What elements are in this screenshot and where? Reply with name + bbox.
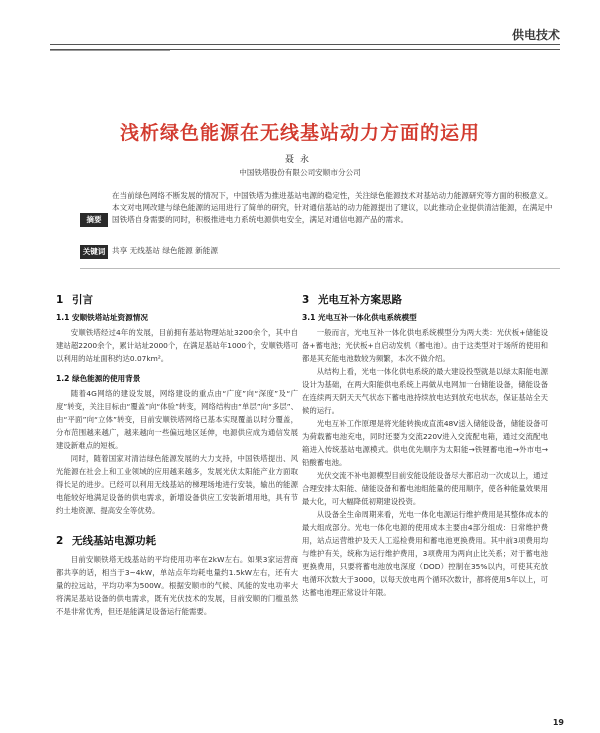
left-column: [56, 292, 298, 618]
subsection-title: 安顺铁塔站址资源情况: [72, 313, 148, 322]
section-heading: [56, 292, 298, 307]
section-heading: [302, 292, 548, 307]
paragraph: 目前安顺铁塔无线基站的平均使用功率在2kW左右。如果3家运营商都共享的话，相当于3~4kW，单站点年均耗电量约1.5kW左右，还有大量的拉远站，平均功率为500W。根据安顺市的气候、风能的发电功率大将满足基站设备的供电需求，既有光伏技术的发展，目前安顺的门槛虽然不是非常优秀，但还是能满足设备运行能需要。: [56, 555, 298, 616]
subsection-number: 1.1: [56, 313, 70, 322]
keywords-tag: 关键词: [80, 245, 108, 259]
keywords-block: [80, 245, 560, 257]
article-author: 聂永: [284, 155, 315, 165]
paragraph: 光伏交流不补电源模型目前安能设能设备尽大都启动一次成以上，通过合理安排太阳能、储能设备和蓄电池组能量的使用顺序，使各种能量效果用最大化，可大幅降低初期建设投资。: [302, 471, 548, 506]
subsection-heading: [56, 373, 298, 384]
subsection-heading: [56, 312, 298, 323]
header-rule-thin: [50, 50, 170, 51]
abstract-block: [80, 190, 560, 226]
paragraph: 一般而言，光电互补一体化供电系统模型分为两大类：光伏板+储能设备+蓄电池；光伏板+自启动发机（蓄电池）。由于这类型对于场所的使用和都是其充能电池数较为频繁，本次不做介绍。: [302, 328, 548, 363]
paragraph: 同时，随着国家对清洁绿色能源发展的大力支持，中国铁塔提出、风光能源在社会上和工业领域的应用越来越多，发展光伏太阳能产业方面取得长足的进步。已经可以利用无线基站的梯理场地进行安装，输出的能源电能较好地满足设备的供电需求，新增设备供应工安装新增用地，具有节约土地资源、提高安全等优势。: [56, 454, 298, 515]
section-title: 光电互补方案思路: [318, 294, 402, 306]
keywords-text: 共享 无线基站 绿色能源 新能源: [112, 246, 218, 255]
subsection-title: 光电互补一体化供电系统模型: [318, 313, 417, 322]
page-number: 19: [552, 718, 564, 727]
article-title: 浅析绿色能源在无线基站动力方面的运用: [119, 122, 480, 144]
section-header: 供电技术: [511, 28, 560, 42]
paragraph: 安顺铁塔经过4年的发展，目前拥有基站物理站址3200余个，其中自建站超2200余个，累计站址2000个，在满足基站年1000个，安顺铁塔可以利用的站址面积约达0.07km²。: [56, 328, 298, 363]
section-number: 1: [56, 294, 64, 306]
abstract-divider: [80, 268, 560, 269]
abstract-text: 在当前绿色网络不断发展的情况下，中国铁塔为推进基站电源的稳定性，关注绿色能源技术对基站动力能源研究等方面的积极意义。本文对电网改建与绿色能源的运用进行了简单的研究，针对通信基站的动力能源提出了建议，以此推动企业提供清洁能源，在满足中国铁塔自身需要的同时，积极推进电力系统电源供电安全，满足对通信电源产品的需求。: [112, 191, 553, 224]
subsection-number: 1.2: [56, 374, 70, 383]
subsection-title: 绿色能源的使用背景: [72, 374, 141, 383]
section-number: 2: [56, 535, 64, 547]
paragraph: 随着4G网络的建设发展，网络建设的重点由“广度”向“深度”及“广度”转变，关注目标由“覆盖”向“体验”转变，网络结构由“单层”向“多层”、由“平面”向“立体”转变，目前安顺铁塔网络已基本实现覆盖以时分覆盖，分布范围越来越广，越来越向一些偏远地区延伸，电源供应成为通信发展建设新难点的短板。: [56, 389, 298, 450]
section-heading: [56, 533, 298, 548]
right-column: [302, 292, 548, 599]
section-title: 引言: [72, 294, 93, 306]
paragraph: 从设备全生命周期来看，光电一体化电源运行维护费用是其整体成本的最大组成部分。光电一体化电源的使用成本主要由4部分组成：日常维护费用，站点运营维护及天人工巡检费用和蓄电池更换费用。其中前3项费用均与维护有关，统称为运行维护费用，3项费用为两向止比关系；对于蓄电池更换费用，只要将蓄电池放电深度（DOD）控制在35%以内，可使其充放电循环次数大于3000，以每天放电两个循环次数计，都将使用5年以上，可达蓄电池理正常设计年限。: [302, 510, 548, 597]
article-affiliation: 中国铁塔股份有限公司安顺市分公司: [239, 168, 361, 177]
subsection-number: 3.1: [302, 313, 316, 322]
section-number: 3: [302, 294, 310, 306]
paragraph: 从结构上看，光电一体化供电系统的最大建设投型就是以绿太阳能电源设计为基础，在两大阳能供电系统上再做从电网加一台储能设备，储能设备在连续两天阴天天气状态下蓄电池持续放电达到放充电状态，保证基站全天候的运行。: [302, 367, 548, 415]
abstract-tag: 摘要: [80, 213, 108, 227]
paragraph: 光电互补工作原理是将光能转换成直流48V送入储能设备，储能设备可为荷载蓄电池充电，同时还要为交流220V进入交流配电箱，通过交流配电箱进入传统基站电源模式。供电优先顺序为太阳能→铁锂蓄电池→外市电→铅酸蓄电池。: [302, 419, 548, 467]
subsection-heading: [302, 312, 548, 323]
section-title: 无线基站电源功耗: [72, 535, 156, 547]
